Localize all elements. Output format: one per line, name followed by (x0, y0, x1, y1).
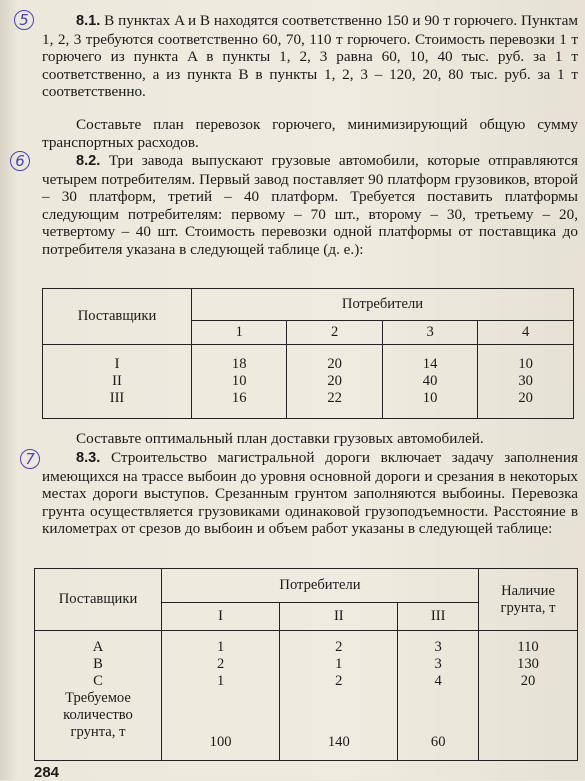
problem-8-2-task (42, 430, 578, 448)
margin-mark-7: 7 (20, 445, 40, 469)
column-header: 3 (382, 321, 477, 345)
margin-mark-5: 5 (14, 6, 34, 30)
task-text: Составьте план перевозок горючего, минимизирующий общую сумму транспортных расходов. (42, 116, 578, 151)
consumer-3-values: 14 40 10 (382, 345, 477, 419)
required-value: 100 (209, 734, 232, 750)
margin-mark-6: 6 (10, 147, 30, 171)
problem-8-1 (42, 12, 578, 101)
page-number: 284 (34, 764, 60, 781)
suppliers-header: Поставщики (43, 289, 192, 345)
column-header: 1 (192, 321, 287, 345)
required-value: 140 (327, 734, 350, 750)
problem-number: 8.2. (76, 153, 101, 169)
consumer-III-values: 3 3 4 60 (398, 631, 479, 761)
availability-values: 110 130 20 (479, 631, 578, 761)
consumers-header: Потребители (192, 289, 574, 321)
consumer-I-values: 1 2 1 100 (162, 631, 280, 761)
problem-text: Три завода выпускают грузовые автомобили, которые отправляются четырем потребителям. Первый завод поставляет 90 платформ грузовиков, второй – 30 платформ, третий – 40 платформ. Требуется поставить платформы следующим потребителям: первому – 70 шт., второму – 30, третьему – 20, четвертому – 40 шт. Стоимость перевозки одной платформы от поставщика до потребителя указана в следующей таблице (д. е.): (42, 152, 579, 258)
consumer-1-values: 18 10 16 (192, 345, 287, 419)
problem-8-2 (42, 152, 578, 259)
availability-header: Наличие грунта, т (479, 569, 578, 631)
suppliers-header: Поставщики (35, 569, 162, 631)
column-header: II (280, 603, 398, 631)
consumer-II-values: 2 1 2 140 (280, 631, 398, 761)
column-header: 2 (287, 321, 382, 345)
cost-table-8-2 (42, 288, 574, 419)
distance-table-8-3 (34, 568, 578, 761)
column-header: III (398, 603, 479, 631)
problem-8-1-task (42, 116, 578, 151)
problem-8-3 (42, 449, 578, 538)
column-header: 4 (478, 321, 574, 345)
consumer-2-values: 20 20 22 (287, 345, 382, 419)
task-text: Составьте оптимальный план доставки грузовых автомобилей. (76, 430, 484, 447)
required-value: 60 (430, 734, 446, 750)
consumer-4-values: 10 30 20 (478, 345, 574, 419)
problem-text: Строительство магистральной дороги включает задачу заполнения имеющихся на трассе выбоин до уровня основной дороги и срезания в некоторых местах дороги выступов. Срезанным грунтом заполняются выбоины. Перевозка грунта осуществляется грузовиками одинаковой грузоподъемности. Расстояние в километрах от срезов до выбоин и объем работ указаны в следующей таблице: (42, 449, 578, 538)
consumers-header: Потребители (162, 569, 479, 603)
required-label: Требуемое количество грунта, т (63, 690, 133, 740)
suppliers-column: I II III (43, 345, 192, 419)
suppliers-column: A B C Требуемое количество грунта, т (35, 631, 162, 761)
problem-number: 8.3. (76, 450, 101, 466)
column-header: I (162, 603, 280, 631)
problem-text: В пунктах A и B находятся соответственно 150 и 90 т горючего. Пунктам 1, 2, 3 требуются соответственно 60, 70, 110 т горючего. Стоимость перевозки 1 т горючего из пункта A в пункты 1, 2, 3 равна 60, 10, 40 тыс. руб. за 1 т соответственно, а из пункта B в пункты 1, 2, 3 – 120, 20, 80 тыс. руб. за 1 т соответственно. (42, 12, 579, 101)
problem-number: 8.1. (76, 13, 101, 29)
